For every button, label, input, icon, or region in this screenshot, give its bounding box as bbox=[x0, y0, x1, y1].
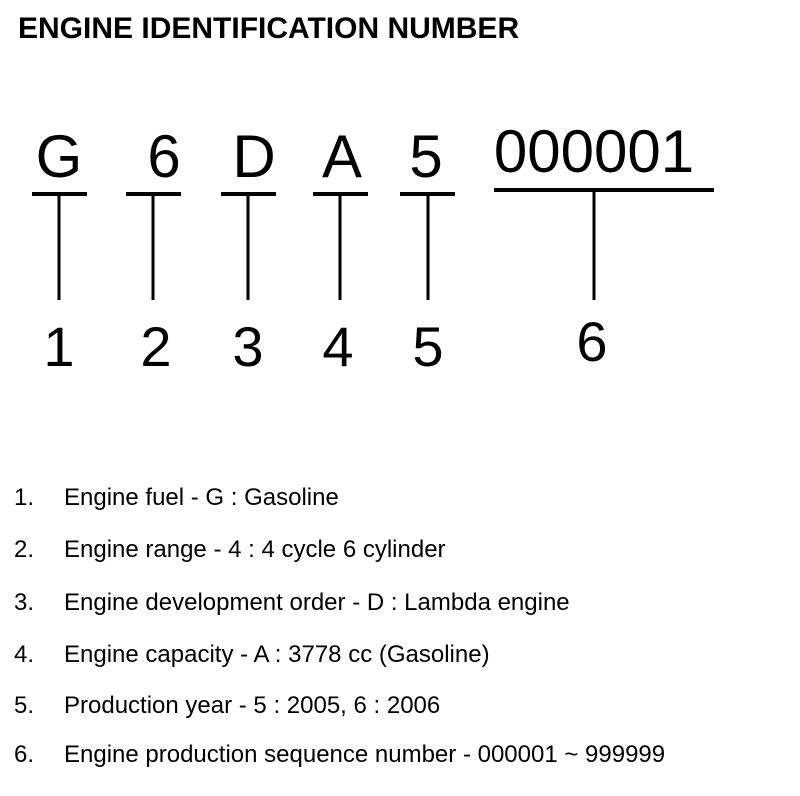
legend-number: 2. bbox=[14, 536, 35, 563]
legend-number: 3. bbox=[14, 589, 35, 616]
code-segment-5 bbox=[400, 123, 455, 378]
legend-number: 6. bbox=[14, 741, 35, 768]
code-segment-1 bbox=[32, 123, 87, 378]
legend-text: Engine production sequence number - 000001 ~ 999999 bbox=[64, 741, 666, 768]
code-segment-3 bbox=[221, 123, 276, 378]
code-char-5: 5 bbox=[409, 123, 443, 190]
code-segment-2 bbox=[126, 123, 181, 378]
legend-text: Engine capacity - A : 3778 cc (Gasoline) bbox=[64, 641, 490, 668]
legend-number: 4. bbox=[14, 641, 35, 668]
code-char-3: D bbox=[232, 123, 276, 190]
index-number-5: 5 bbox=[412, 315, 444, 378]
index-number-3: 3 bbox=[232, 315, 264, 378]
index-number-2: 2 bbox=[140, 315, 172, 378]
code-segment-4 bbox=[313, 123, 368, 378]
legend-text: Production year - 5 : 2005, 6 : 2006 bbox=[64, 692, 441, 719]
index-number-1: 1 bbox=[43, 315, 75, 378]
code-char-4: A bbox=[321, 123, 363, 190]
index-number-4: 4 bbox=[322, 315, 354, 378]
legend-text: Engine range - 4 : 4 cycle 6 cylinder bbox=[64, 536, 446, 563]
code-char-1: G bbox=[35, 123, 83, 190]
code-char-6: 000001 bbox=[493, 118, 695, 185]
legend-number: 1. bbox=[14, 484, 35, 511]
code-char-2: 6 bbox=[147, 123, 181, 190]
legend-text: Engine fuel - G : Gasoline bbox=[64, 484, 339, 511]
legend-text: Engine development order - D : Lambda engine bbox=[64, 589, 570, 616]
code-segment-6 bbox=[494, 118, 714, 373]
index-number-6: 6 bbox=[576, 310, 608, 373]
page-title: ENGINE IDENTIFICATION NUMBER bbox=[18, 12, 520, 45]
legend-number: 5. bbox=[14, 692, 35, 719]
